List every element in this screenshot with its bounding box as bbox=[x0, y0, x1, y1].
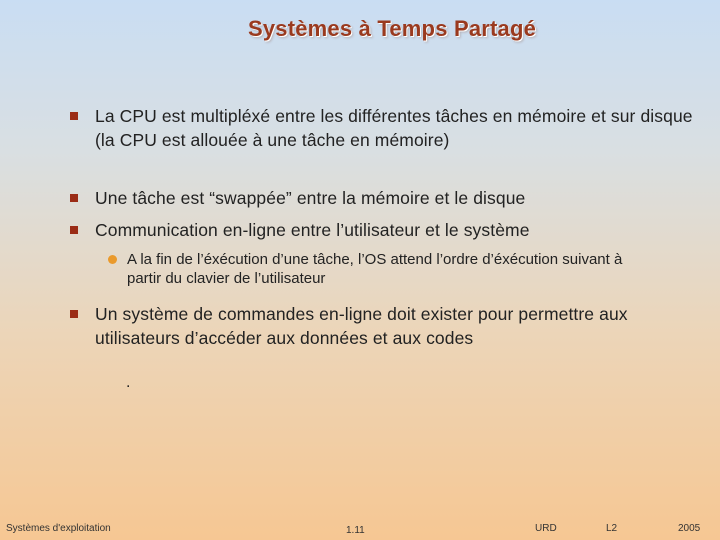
footer-year: 2005 bbox=[678, 523, 701, 534]
bullet-text: Un système de commandes en-ligne doit exister pour permettre aux utilisateurs d’accéder aux données et aux codes bbox=[95, 304, 628, 348]
square-bullet-icon bbox=[70, 112, 78, 120]
footer-slide-number: 1.11 bbox=[346, 525, 365, 536]
bullet-item bbox=[68, 104, 695, 152]
bullet-item bbox=[68, 218, 695, 242]
bullet-text: Communication en-ligne entre l’utilisateur et le système bbox=[95, 220, 530, 240]
bullet-text: Une tâche est “swappée” entre la mémoire et le disque bbox=[95, 188, 526, 208]
bullet-item bbox=[68, 186, 695, 210]
square-bullet-icon bbox=[70, 226, 78, 234]
bullet-item bbox=[68, 302, 695, 350]
footer-level: L2 bbox=[606, 523, 618, 534]
slide-title: Systèmes à Temps Partagé bbox=[247, 16, 537, 41]
sub-bullet-item bbox=[106, 250, 627, 288]
bullet-text: La CPU est multipléxé entre les différentes tâches en mémoire et sur disque (la CPU est allouée à une tâche en mémoire) bbox=[95, 106, 693, 150]
sub-bullet-text: A la fin de l’éxécution d’une tâche, l’OS attend l’ordre d’éxécution suivant à partir du clavier de l’utilisateur bbox=[127, 251, 623, 287]
trailing-period: . bbox=[126, 374, 131, 391]
footer-course: Systèmes d'exploitation bbox=[6, 523, 111, 534]
footer-institution: URD bbox=[535, 523, 557, 534]
round-bullet-icon bbox=[108, 255, 117, 264]
square-bullet-icon bbox=[70, 194, 78, 202]
square-bullet-icon bbox=[70, 310, 78, 318]
